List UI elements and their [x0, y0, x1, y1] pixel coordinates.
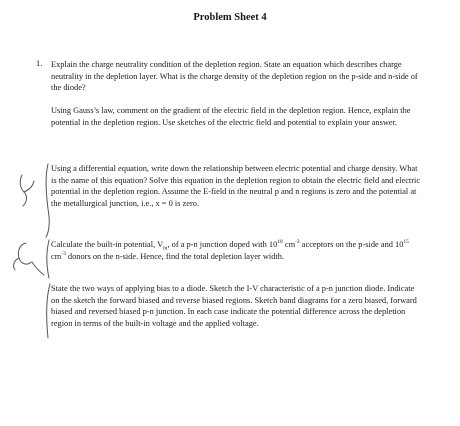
paragraph-charge-neutrality: Explain the charge neutrality condition of the depletion region. State an equation which describes charge neutrality in the depletion layer. What is the charge density of the depletion region on the p-side and n-side of the diode?	[51, 60, 418, 93]
p4-superscript-15: 15	[403, 239, 409, 246]
margin-squiggle-1	[20, 175, 34, 206]
p4-superscript-18: 18	[277, 239, 283, 246]
margin-bracket-2	[47, 240, 49, 278]
p4-text-3: cm	[282, 240, 296, 249]
margin-bracket-1	[46, 164, 49, 237]
paragraph-bias-diode: State the two ways of applying bias to a diode. Sketch the I-V characteristic of a p-n junction diode. Indicate on the sketch the forward biased and reverse biased regions. Sketch band diagrams for a zero biased, forward biased and reversed biased p-n junction. In each case indicate the potential difference across the depletion region in terms of the built-in voltage and the applied voltage.	[51, 284, 417, 328]
p4-superscript-minus3-a: -3	[295, 239, 300, 246]
margin-squiggle-2	[14, 243, 31, 270]
paragraph-differential-equation: Using a differential equation, write down the relationship between electric potential and charge density. What is the name of this equation? Solve this equation in the depletion region to obtain the electric field and electric potential in the depletion region. Assume the E-field in the neutral p and n regions is zero and the potential at the metallurgical junction, i.e., x = 0 is zero.	[51, 164, 421, 208]
question-number: 1.	[36, 59, 43, 68]
p4-text-2: , of a p-n junction doped with 10	[167, 240, 278, 249]
paragraph-built-in-potential	[51, 239, 421, 262]
p4-text-1: Calculate the built-in potential, V	[51, 240, 164, 249]
margin-squiggle-3	[32, 262, 44, 275]
p4-subscript-bi: bi	[163, 245, 168, 252]
p4-text-5: cm	[51, 251, 62, 261]
paragraph-gauss-law: Using Gauss’s law, comment on the gradient of the electric field in the depletion region. Hence, explain the potential in the depletion region. Use sketches of the electric field and potential to explain your answer.	[51, 106, 411, 127]
p4-text-6: donors on the n-side. Hence, find the total depletion layer width.	[65, 251, 284, 261]
margin-bracket-3	[47, 284, 50, 338]
p4-text-4: acceptors on the p-side and 10	[299, 240, 404, 249]
page-title: Problem Sheet 4	[193, 12, 267, 23]
p4-superscript-minus3-b: -3	[61, 250, 66, 257]
